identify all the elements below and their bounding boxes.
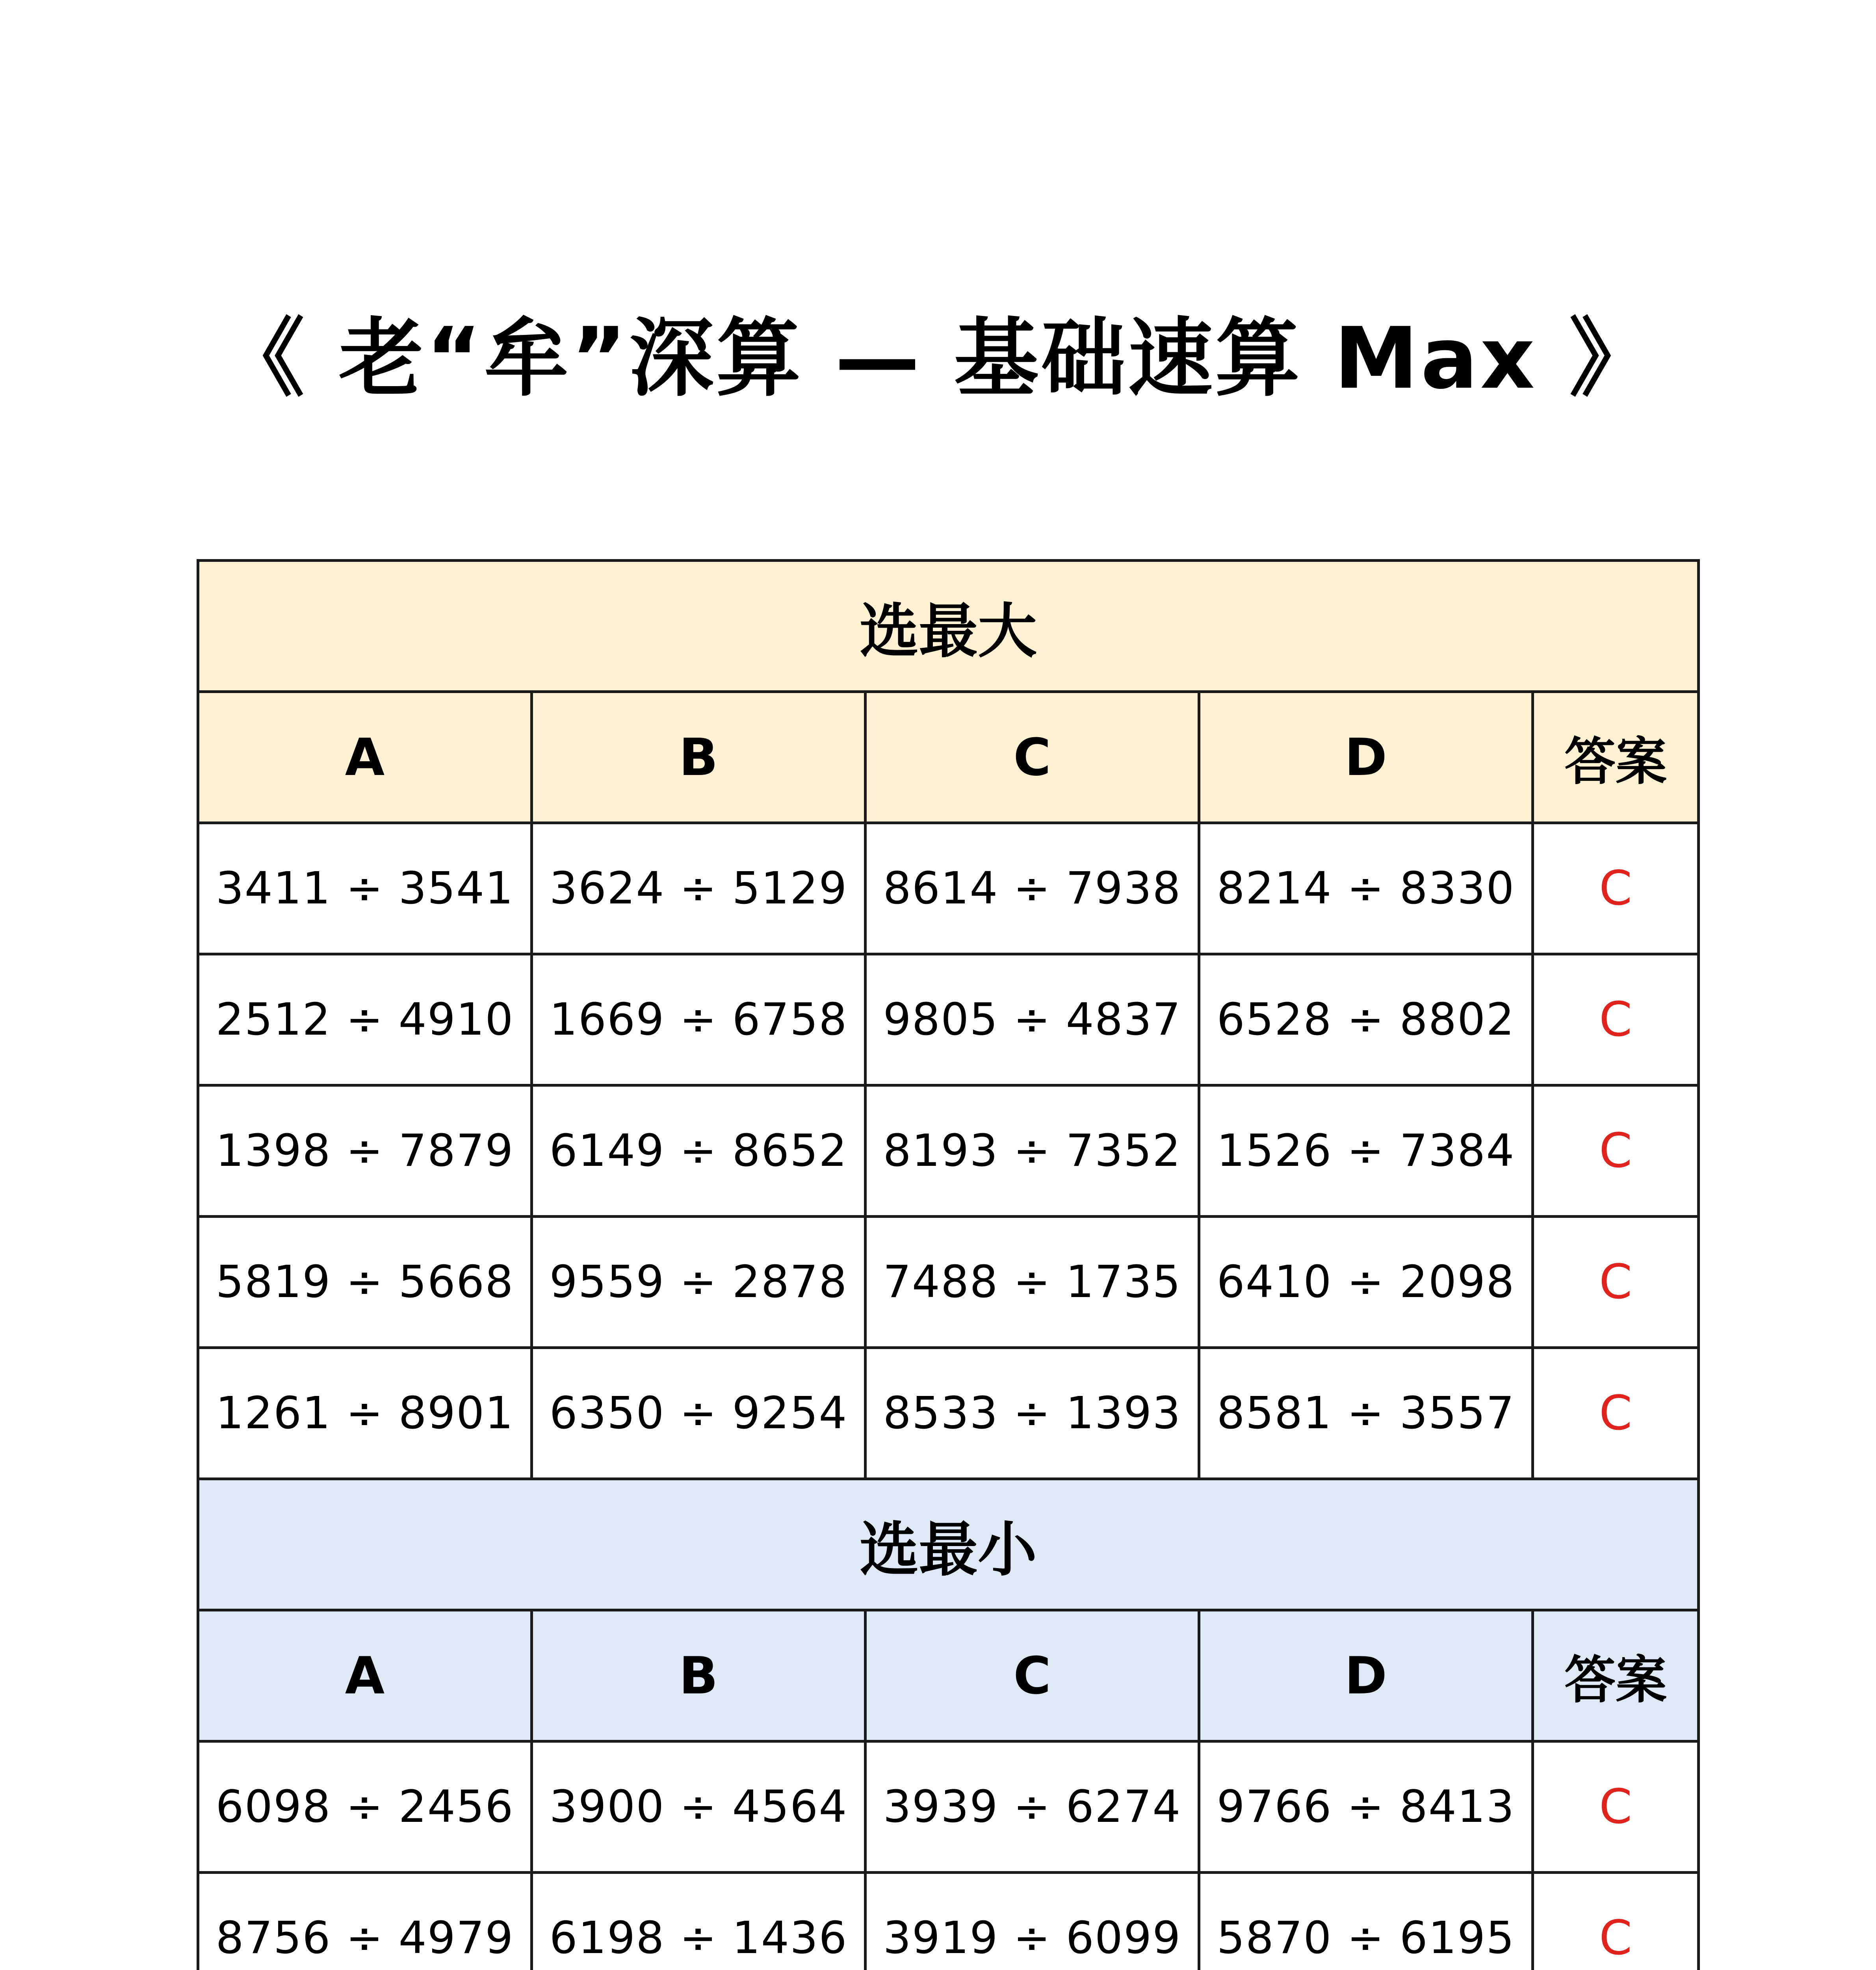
expression-cell-c: 7488 ÷ 1735 [866,1217,1199,1348]
expression-cell-c: 8614 ÷ 7938 [866,823,1199,954]
expression-cell-b: 6350 ÷ 9254 [532,1348,866,1479]
expression-cell-c: 3919 ÷ 6099 [866,1873,1199,1970]
section-heading-row-max [198,561,1699,692]
column-header-c: C [866,692,1199,823]
section-heading-max: 选最大 [198,561,1699,692]
answer-cell: C [1533,1217,1699,1348]
column-header-d: D [1199,692,1533,823]
answer-cell: C [1533,823,1699,954]
expression-cell-c: 8193 ÷ 7352 [866,1085,1199,1217]
expression-cell-a: 1261 ÷ 8901 [198,1348,532,1479]
expression-cell-d: 8581 ÷ 3557 [1199,1348,1533,1479]
expression-cell-a: 2512 ÷ 4910 [198,954,532,1085]
expression-cell-c: 8533 ÷ 1393 [866,1348,1199,1479]
column-header-a: A [198,1610,532,1741]
expression-cell-d: 8214 ÷ 8330 [1199,823,1533,954]
expression-cell-c: 3939 ÷ 6274 [866,1741,1199,1873]
table-row [198,954,1699,1085]
section-heading-min: 选最小 [198,1479,1699,1610]
expression-cell-a: 1398 ÷ 7879 [198,1085,532,1217]
expression-cell-a: 5819 ÷ 5668 [198,1217,532,1348]
expression-cell-b: 9559 ÷ 2878 [532,1217,866,1348]
column-header-row-max [198,692,1699,823]
answer-cell: C [1533,1741,1699,1873]
answer-cell: C [1533,1348,1699,1479]
expression-cell-b: 3624 ÷ 5129 [532,823,866,954]
column-header-d: D [1199,1610,1533,1741]
quiz-table-body [198,561,1699,1970]
column-header-b: B [532,692,866,823]
expression-cell-b: 6149 ÷ 8652 [532,1085,866,1217]
section-heading-row-min [198,1479,1699,1610]
table-row [198,1348,1699,1479]
column-header-b: B [532,1610,866,1741]
column-header-answer: 答案 [1533,1610,1699,1741]
expression-cell-d: 9766 ÷ 8413 [1199,1741,1533,1873]
column-header-answer: 答案 [1533,692,1699,823]
expression-cell-d: 1526 ÷ 7384 [1199,1085,1533,1217]
expression-cell-b: 3900 ÷ 4564 [532,1741,866,1873]
quiz-table [197,559,1700,1970]
expression-cell-b: 1669 ÷ 6758 [532,954,866,1085]
expression-cell-d: 6410 ÷ 2098 [1199,1217,1533,1348]
answer-cell: C [1533,954,1699,1085]
table-row [198,1741,1699,1873]
answer-cell: C [1533,1873,1699,1970]
expression-cell-c: 9805 ÷ 4837 [866,954,1199,1085]
column-header-a: A [198,692,532,823]
column-header-row-min [198,1610,1699,1741]
table-row [198,1085,1699,1217]
table-row [198,823,1699,954]
expression-cell-a: 8756 ÷ 4979 [198,1873,532,1970]
table-row [198,1217,1699,1348]
expression-cell-a: 3411 ÷ 3541 [198,823,532,954]
column-header-c: C [866,1610,1199,1741]
expression-cell-d: 5870 ÷ 6195 [1199,1873,1533,1970]
expression-cell-d: 6528 ÷ 8802 [1199,954,1533,1085]
page-title: 《 老“牟”深算 — 基础速算 Max 》 [220,309,1656,408]
expression-cell-a: 6098 ÷ 2456 [198,1741,532,1873]
expression-cell-b: 6198 ÷ 1436 [532,1873,866,1970]
table-row [198,1873,1699,1970]
answer-cell: C [1533,1085,1699,1217]
